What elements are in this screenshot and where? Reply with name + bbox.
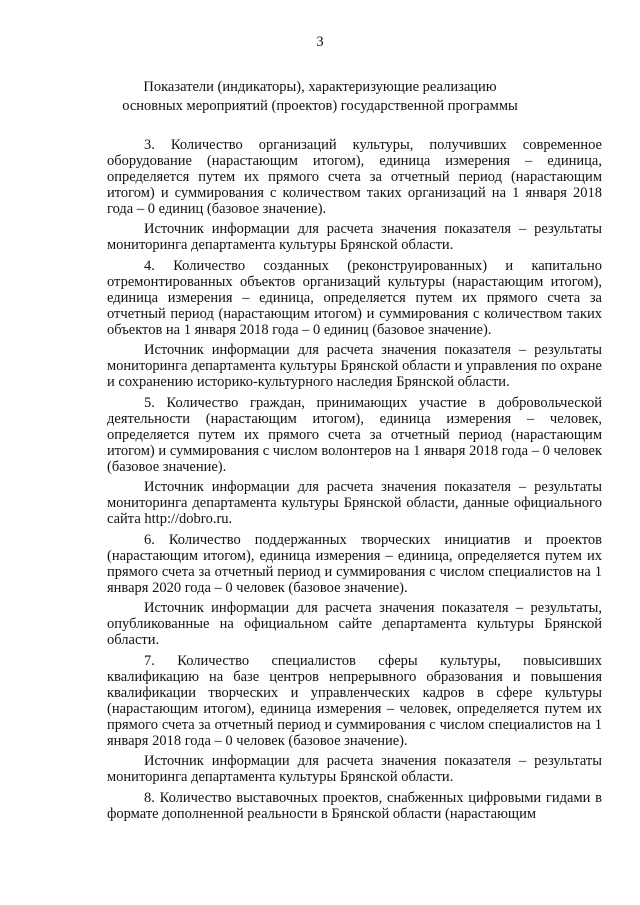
paragraph-item-3: 3. Количество организаций культуры, получивших современное оборудование (нарастающим итогом), единица измерения – единица, определяется путем их прямого счета за отчетный период (нарастающим итогом) и суммирования с количеством таких организаций на 1 января 2018 года – 0 единиц (базовое значение). xyxy=(107,137,602,217)
paragraph-item-4: 4. Количество созданных (реконструированных) и капитально отремонтированных объектов организаций культуры (нарастающим итогом), единица измерения – единица, определяется путем их прямого счета за отчетный период (нарастающим итогом) и суммирования с количеством таких объектов на 1 января 2018 года – 0 единиц (базовое значение). xyxy=(107,258,602,338)
paragraph-source-5: Источник информации для расчета значения показателя – результаты мониторинга департамента культуры Брянской области, данные официального сайта http://dobro.ru. xyxy=(107,479,602,527)
paragraph-source-3: Источник информации для расчета значения показателя – результаты мониторинга департамента культуры Брянской области. xyxy=(107,221,602,253)
page-number: 3 xyxy=(316,34,324,50)
paragraph-source-4: Источник информации для расчета значения показателя – результаты мониторинга департамента культуры Брянской области и управления по охране и сохранению историко-культурного наследия Брянской области. xyxy=(107,342,602,390)
paragraph-item-5: 5. Количество граждан, принимающих участие в добровольческой деятельности (нарастающим итогом), единица измерения – человек, определяется путем их прямого счета за отчетный период (нарастающим итогом) и суммирования с числом волонтеров на 1 января 2018 года – 0 человек (базовое значение). xyxy=(107,395,602,475)
paragraph-item-8: 8. Количество выставочных проектов, снабженных цифровыми гидами в формате дополненной реальности в Брянской области (нарастающим xyxy=(107,790,602,822)
heading-line-2: основных мероприятий (проектов) государственной программы xyxy=(122,98,518,114)
section-heading xyxy=(60,78,580,116)
paragraph-item-7: 7. Количество специалистов сферы культуры, повысивших квалификацию на базе центров непрерывного образования и повышения квалификации творческих и управленческих кадров в сфере культуры (нарастающим итогом), единица измерения – человек, определяется путем их прямого счета за отчетный период и суммирования с числом специалистов на 1 января 2018 года – 0 человек (базовое значение). xyxy=(107,653,602,749)
document-body xyxy=(107,137,602,826)
paragraph-source-7: Источник информации для расчета значения показателя – результаты мониторинга департамента культуры Брянской области. xyxy=(107,753,602,785)
paragraph-source-6: Источник информации для расчета значения показателя – результаты, опубликованные на официальном сайте департамента культуры Брянской области. xyxy=(107,600,602,648)
heading-line-1: Показатели (индикаторы), характеризующие реализацию xyxy=(143,79,497,95)
paragraph-item-6: 6. Количество поддержанных творческих инициатив и проектов (нарастающим итогом), единица измерения – единица, определяется путем их прямого счета за отчетный период и суммирования с числом специалистов на 1 января 2020 года – 0 человек (базовое значение). xyxy=(107,532,602,596)
